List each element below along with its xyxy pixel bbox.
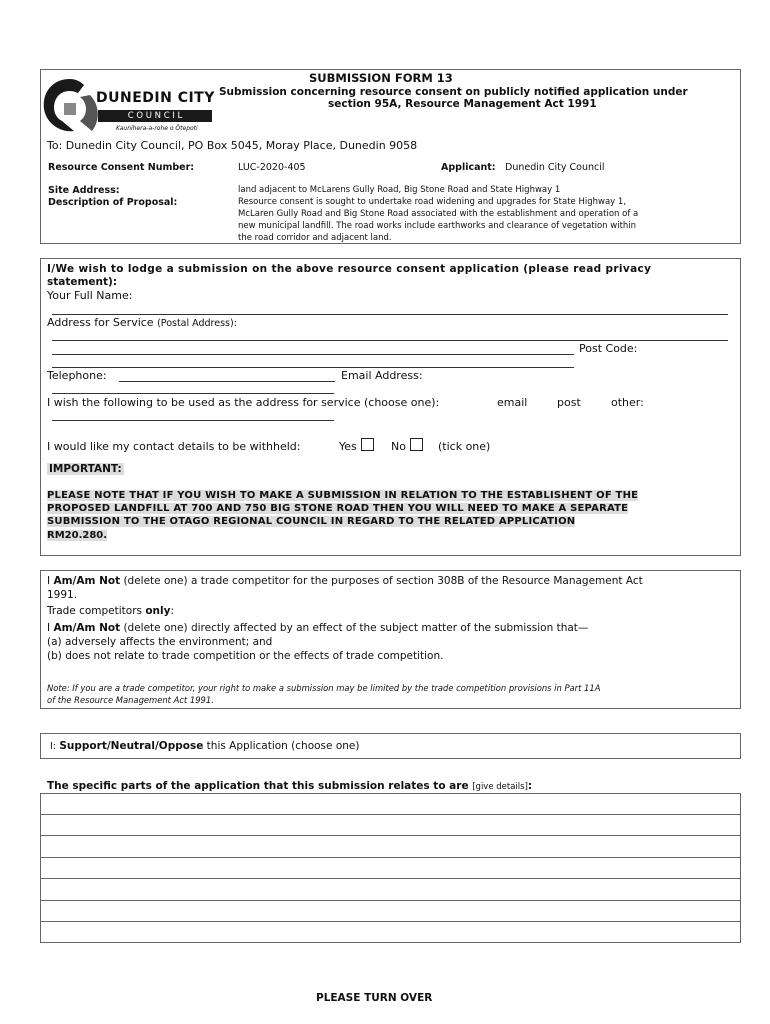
address-label-sub: (Postal Address):	[157, 318, 237, 329]
form-title: SUBMISSION FORM 13	[309, 71, 453, 85]
form-subtitle-line1: Submission concerning resource consent on publicly notified application under	[219, 86, 688, 98]
trade-competitor-line	[47, 575, 643, 587]
specific-parts-row[interactable]	[40, 878, 740, 879]
specific-parts-colon: :	[527, 780, 533, 792]
specific-parts-hint: [give details]	[472, 782, 528, 792]
description-line: Resource consent is sought to undertake road widening and upgrades for State Highway 1,	[238, 197, 627, 207]
post-code-label: Post Code:	[579, 342, 638, 355]
specific-parts-text: The specific parts of the application that this submission relates to are	[47, 780, 469, 792]
trade-note-line1: Note: If you are a trade competitor, your right to make a submission may be limited by the trade competition provisions in Part 11A	[47, 683, 601, 693]
trade-only-prefix: Trade competitors	[47, 605, 142, 617]
important-heading: IMPORTANT:	[49, 463, 122, 475]
important-note-line: PLEASE NOTE THAT IF YOU WISH TO MAKE A SUBMISSION IN RELATION TO THE ESTABLISHENT OF THE	[47, 490, 639, 501]
consent-number-value: LUC-2020-405	[238, 162, 306, 173]
site-address-value: land adjacent to McLarens Gully Road, Big Stone Road and State Highway 1	[238, 185, 561, 195]
consent-number-label: Resource Consent Number:	[48, 162, 195, 173]
service-label: I wish the following to be used as the address for service (choose one):	[47, 396, 440, 409]
withhold-no-checkbox[interactable]	[410, 438, 423, 451]
address-label-text: Address for Service	[47, 316, 154, 329]
please-turn-over: PLEASE TURN OVER	[316, 992, 433, 1004]
description-line: new municipal landfill. The road works include earthworks and clearance of vegetation within	[238, 221, 637, 231]
withhold-yes-checkbox[interactable]	[361, 438, 374, 451]
important-note-line: RM20.280.	[47, 530, 108, 541]
withhold-yes[interactable]	[339, 438, 374, 453]
site-address-label: Site Address:	[48, 185, 120, 196]
important-note-line: PROPOSED LANDFILL AT 700 AND 750 BIG STONE ROAD THEN YOU WILL NEED TO MAKE A SEPARATE	[47, 503, 629, 514]
telephone-field[interactable]	[119, 381, 335, 382]
applicant-label: Applicant:	[441, 162, 496, 173]
logo-tagline: Kaunihera-a-rohe o Ōtepoti	[116, 125, 198, 132]
service-other-field[interactable]	[52, 420, 334, 421]
trade-note-line2: of the Resource Management Act 1991.	[47, 695, 214, 705]
logo-name: DUNEDIN CITY	[96, 90, 215, 106]
trade-am-am-not[interactable]: Am/Am Not	[53, 575, 121, 587]
telephone-label: Telephone:	[47, 369, 107, 382]
form-subtitle-line2: section 95A, Resource Management Act 1991	[328, 98, 597, 110]
tick-one-hint: (tick one)	[438, 440, 491, 453]
trade-only-bold: only	[145, 605, 171, 617]
specific-parts-row[interactable]	[40, 900, 740, 901]
affected-item-b: (b) does not relate to trade competition or the effects of trade competition.	[47, 650, 444, 662]
service-option-email[interactable]: email	[497, 396, 528, 409]
service-option-other[interactable]: other:	[611, 396, 644, 409]
withhold-label: I would like my contact details to be withheld:	[47, 440, 301, 453]
affected-line	[47, 622, 588, 634]
withhold-no-label: No	[391, 440, 406, 453]
email-address-label: Email Address:	[341, 369, 423, 382]
withhold-no[interactable]	[391, 438, 423, 453]
address-label	[47, 316, 237, 329]
council-logo	[40, 75, 220, 137]
affected-prefix: I	[47, 622, 51, 634]
email-field[interactable]	[52, 393, 334, 394]
specific-parts-row[interactable]	[40, 814, 740, 815]
submission-intro-line1: I/We wish to lodge a submission on the above resource consent application (please read privacy	[47, 263, 652, 275]
specific-parts-row[interactable]	[40, 921, 740, 922]
full-name-field[interactable]	[52, 314, 728, 315]
description-line: McLaren Gully Road and Big Stone Road associated with the establishment and operation of a	[238, 209, 639, 219]
submission-intro-line2: statement):	[47, 276, 118, 288]
to-address: To: Dunedin City Council, PO Box 5045, Moray Place, Dunedin 9058	[47, 139, 418, 152]
description-label: Description of Proposal:	[48, 197, 178, 208]
trade-only-line	[47, 605, 174, 617]
withhold-yes-label: Yes	[339, 440, 357, 453]
address-field-line1[interactable]	[52, 340, 728, 341]
trade-rest: (delete one) a trade competitor for the purposes of section 308B of the Resource Management Act	[123, 575, 643, 587]
position-suffix: this Application (choose one)	[206, 740, 360, 752]
trade-competitor-cont: 1991.	[47, 589, 78, 601]
important-note-line: SUBMISSION TO THE OTAGO REGIONAL COUNCIL IN REGARD TO THE RELATED APPLICATION	[47, 516, 576, 527]
service-option-post[interactable]: post	[557, 396, 581, 409]
position-line	[50, 740, 359, 752]
support-neutral-oppose[interactable]: Support/Neutral/Oppose	[59, 740, 204, 752]
specific-parts-label	[47, 780, 532, 792]
affected-am-am-not[interactable]: Am/Am Not	[53, 622, 121, 634]
affected-item-a: (a) adversely affects the environment; and	[47, 636, 273, 648]
logo-council-band: C O U N C I L	[98, 110, 212, 122]
address-field-line3[interactable]	[52, 367, 574, 368]
address-field-line2[interactable]	[52, 354, 574, 355]
trade-only-suffix: :	[170, 605, 175, 617]
description-line: the road corridor and adjacent land.	[238, 233, 392, 243]
applicant-value: Dunedin City Council	[505, 162, 605, 173]
specific-parts-row[interactable]	[40, 857, 740, 858]
full-name-label: Your Full Name:	[47, 289, 133, 302]
position-prefix: I:	[50, 741, 57, 752]
trade-prefix: I	[47, 575, 51, 587]
specific-parts-row[interactable]	[40, 835, 740, 836]
council-logo-icon	[40, 75, 100, 137]
affected-rest: (delete one) directly affected by an effect of the subject matter of the submission that—	[123, 622, 589, 634]
